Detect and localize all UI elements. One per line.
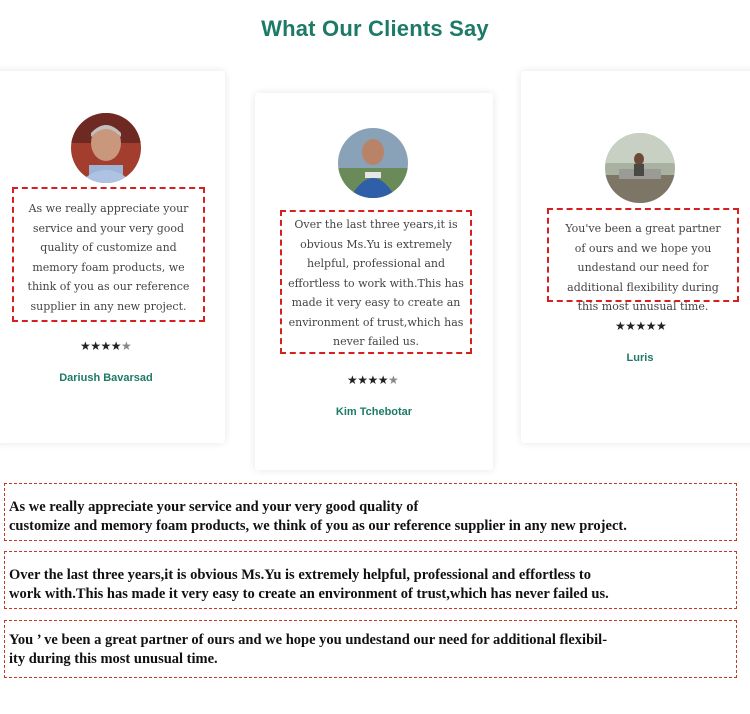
testimonial-quote: [12, 187, 205, 322]
star-icon: ★★★★★: [615, 319, 667, 333]
quote-text: You've been a great partner of ours and we hope you undestand our need for additional flexibility during this most unusual time.: [565, 222, 721, 313]
client-name: Luris: [626, 352, 654, 364]
star-icon: ★★★★: [347, 373, 389, 387]
avatar-icon: [338, 128, 408, 198]
rating-stars: [347, 373, 398, 387]
quote-text: As we really appreciate your service and your very good quality of customize and memory foam products, we think of you as our reference supplier in any new project.: [27, 202, 190, 313]
half-star-icon: ★: [121, 339, 132, 353]
half-star-icon: ★: [388, 373, 399, 387]
testimonial-quote: [547, 208, 739, 313]
transcript-box: [4, 551, 737, 609]
transcript-line: customize and memory foam products, we think of you as our reference supplier in any new project.: [9, 518, 627, 534]
section-title: What Our Clients Say: [261, 16, 489, 41]
transcript-line: ity during this most unusual time.: [9, 651, 218, 667]
avatar-icon: [71, 113, 141, 183]
transcript-line: Over the last three years,it is obvious Ms.Yu is extremely helpful, professional and effortless to: [9, 567, 591, 583]
transcript-line: work with.This has made it very easy to create an environment of trust,which has never failed us.: [9, 586, 609, 602]
testimonial-quote: [280, 210, 472, 354]
client-name: Dariush Bavarsad: [59, 372, 153, 384]
transcript-box: [4, 483, 737, 541]
rating-stars: [80, 339, 131, 353]
rating-stars: [615, 319, 666, 333]
star-icon: ★★★★: [80, 339, 122, 353]
transcript-line: As we really appreciate your service and your very good quality of: [9, 499, 419, 515]
quote-text: Over the last three years,it is obvious Ms.Yu is extremely helpful, professional and effortless to work with.This has made it very easy to create an environment of trust,which has never failed us.: [288, 218, 464, 348]
avatar-icon: [605, 133, 675, 203]
client-name: Kim Tchebotar: [335, 406, 413, 418]
transcript-box: [4, 620, 737, 678]
transcript-line: You ’ ve been a great partner of ours and we hope you undestand our need for additional flexibil-: [9, 632, 608, 648]
